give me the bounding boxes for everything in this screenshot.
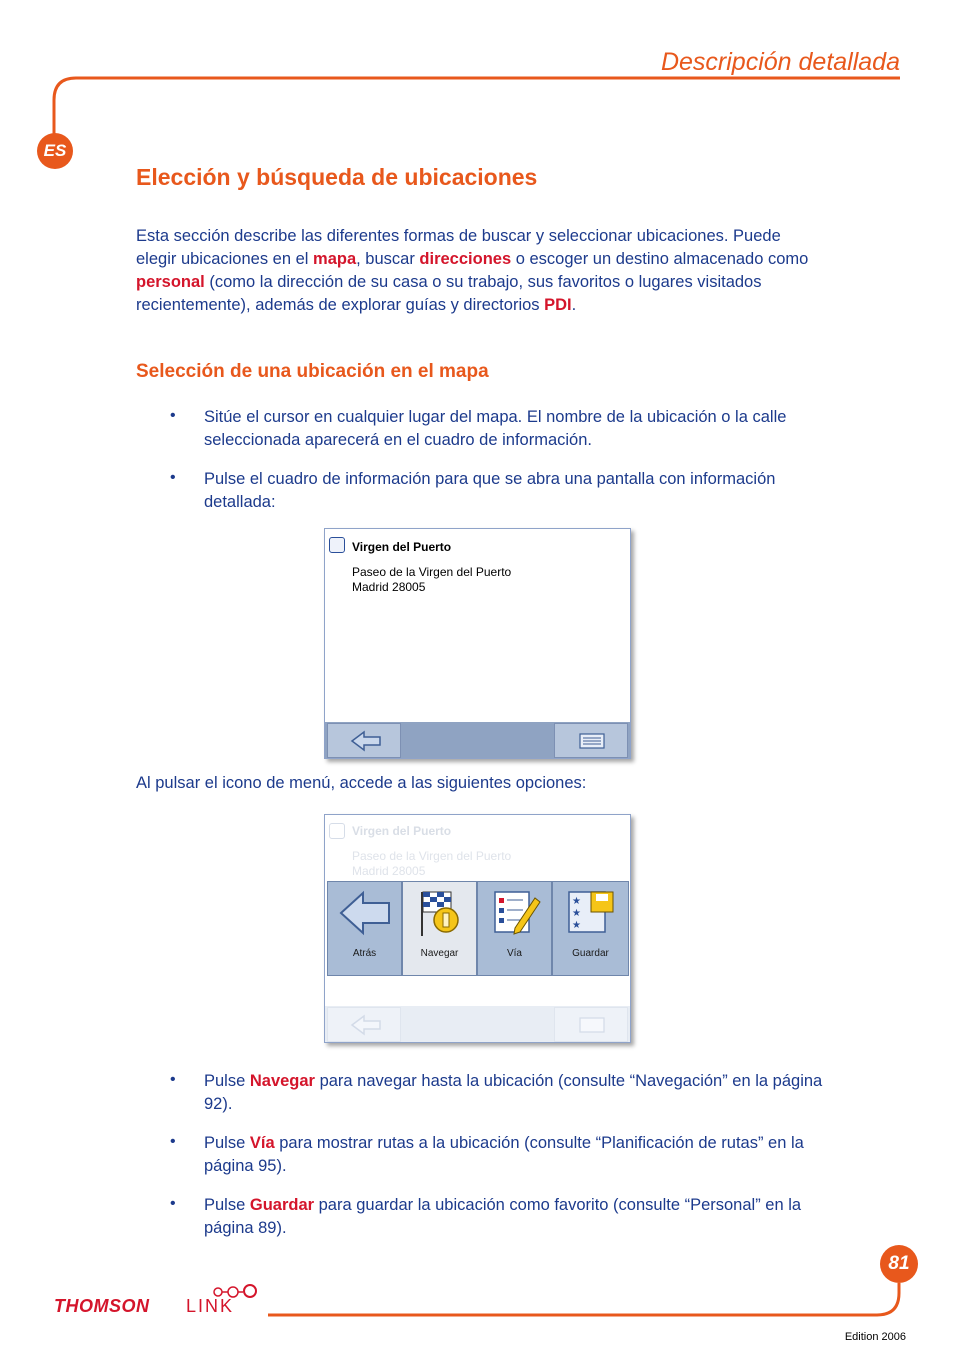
brand-logo-thomson: THOMSON — [54, 1296, 150, 1316]
location-pin-icon — [329, 823, 345, 839]
bullet-symbol: • — [170, 1133, 176, 1150]
menu-screen — [324, 814, 631, 1043]
bullet-text: para guardar la ubicación como favorito (consulte “Personal” en la página 89). — [204, 1196, 802, 1237]
faded-back-button — [327, 1007, 401, 1042]
bullet-symbol: • — [170, 1071, 176, 1088]
logo-circles-icon — [212, 1283, 262, 1299]
page-header-title: Descripción detallada — [660, 48, 900, 76]
intro-text: o escoger un destino almacenado como — [511, 250, 809, 268]
back-arrow-icon — [337, 888, 393, 938]
intro-text: (como la dirección de su casa o su trabajo, sus favoritos o lugares visitados recientemente), además de explorar guías y directorios — [136, 273, 762, 314]
faded-bottom-bar — [325, 1006, 630, 1042]
bullet-navegar — [204, 1070, 824, 1116]
intro-text: . — [571, 296, 577, 314]
brand-logo-link: LINK — [186, 1296, 235, 1316]
faded-address-line1: Paseo de la Virgen del Puerto — [352, 849, 512, 863]
back-arrow-icon — [350, 730, 382, 752]
menu-icon — [579, 1017, 605, 1033]
bullet-guardar — [204, 1194, 824, 1240]
bullet-symbol: • — [170, 469, 176, 486]
info-title: Virgen del Puerto — [352, 540, 452, 554]
keyword-guardar: Guardar — [249, 1196, 315, 1214]
checkered-flag-icon — [412, 888, 468, 938]
tile-label: Navegar — [420, 948, 459, 959]
svg-text:★: ★ — [571, 908, 581, 919]
svg-text:★: ★ — [571, 920, 581, 931]
menu-icon — [579, 733, 605, 749]
page-number: 81 — [880, 1245, 918, 1283]
info-address-line1: Paseo de la Virgen del Puerto — [352, 565, 512, 579]
intro-paragraph — [136, 225, 816, 317]
faded-info-title: Virgen del Puerto — [352, 824, 452, 838]
svg-text:★: ★ — [571, 896, 581, 907]
intro-text: Esta sección describe las diferentes formas de buscar y seleccionar ubicaciones. Puede elegir ubicaciones en el — [136, 227, 781, 268]
info-address-line2: Madrid 28005 — [352, 580, 426, 594]
tile-label: Vía — [506, 948, 522, 959]
bottom-bar — [325, 722, 630, 758]
save-favorite-icon — [563, 888, 619, 938]
tile-guardar[interactable] — [552, 881, 629, 976]
menu-caption: Al pulsar el icono de menú, accede a las siguientes opciones: — [136, 774, 587, 792]
bullet-symbol: • — [170, 1195, 176, 1212]
section-title: Elección y búsqueda de ubicaciones — [136, 164, 538, 190]
keyword-via: Vía — [249, 1134, 275, 1152]
back-button[interactable] — [327, 723, 401, 758]
info-screen — [324, 528, 631, 759]
keyword-mapa: mapa — [313, 250, 357, 268]
back-arrow-icon — [350, 1014, 382, 1036]
bullet-text: Pulse — [204, 1134, 250, 1152]
bullet-via — [204, 1132, 824, 1178]
keyword-pdi: PDI — [544, 296, 572, 314]
subsection-title: Selección de una ubicación en el mapa — [136, 361, 489, 382]
tile-label: Atrás — [352, 948, 377, 959]
bullet-text: Pulse — [204, 1072, 250, 1090]
bullet-text: Pulse el cuadro de información para que se abra una pantalla con información detallada: — [204, 470, 776, 511]
location-pin-icon — [329, 537, 345, 553]
tile-label: Guardar — [572, 948, 609, 959]
faded-address-line2: Madrid 28005 — [352, 864, 426, 878]
bullet-symbol: • — [170, 407, 176, 424]
tile-navegar[interactable] — [402, 881, 477, 976]
intro-text: , buscar — [356, 250, 420, 268]
language-badge: ES — [37, 133, 73, 169]
bullet-text: Sitúe el cursor en cualquier lugar del mapa. El nombre de la ubicación o la calle seleccionada aparecerá en el cuadro de información. — [204, 408, 787, 449]
bullet-text: para navegar hasta la ubicación (consulte “Navegación” en la página 92). — [204, 1072, 823, 1113]
faded-menu-button — [554, 1007, 628, 1042]
edition-label: Edition 2006 — [844, 1331, 906, 1343]
keyword-personal: personal — [136, 273, 205, 291]
menu-button[interactable] — [554, 723, 628, 758]
keyword-direcciones: direcciones — [419, 250, 512, 268]
route-list-edit-icon — [487, 888, 543, 938]
bullet-text: para mostrar rutas a la ubicación (consulte “Planificación de rutas” en la página 95). — [204, 1134, 804, 1175]
keyword-navegar: Navegar — [249, 1072, 315, 1090]
tile-via[interactable] — [477, 881, 552, 976]
bullet-text: Pulse — [204, 1196, 250, 1214]
tile-atras[interactable] — [327, 881, 402, 976]
